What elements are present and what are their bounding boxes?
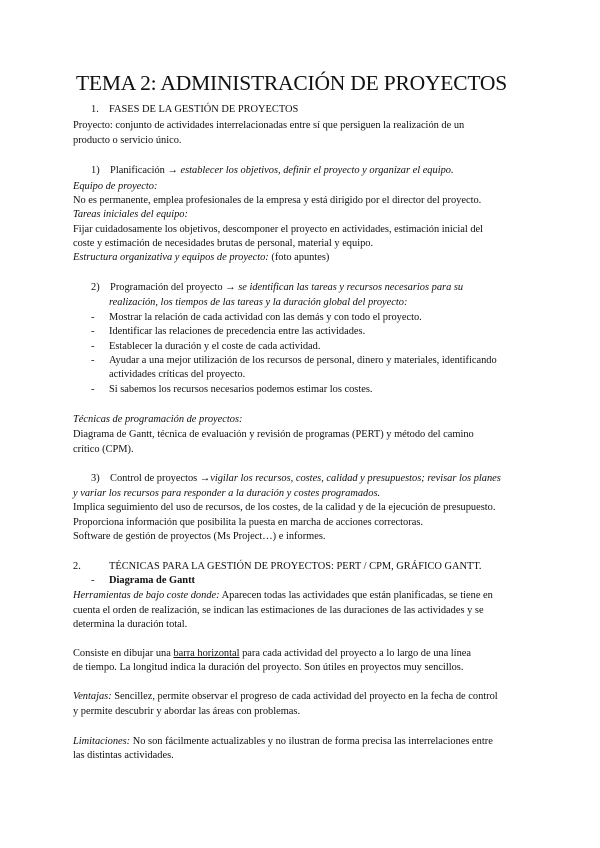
phase1-label: Planificación <box>110 165 165 176</box>
phase1-summary: establecer los objetivos, definir el proyecto y organizar el equipo. <box>180 165 454 176</box>
phase1-number: 1) <box>91 165 100 176</box>
bullet-item: Identificar las relaciones de precedencia entre las actividades. <box>109 326 366 337</box>
limit-line2: las distintas actividades. <box>73 750 174 761</box>
herr-line3: determina la duración total. <box>73 619 188 630</box>
ventajas-line1 <box>73 690 498 705</box>
phase3-text-line2: Proporciona información que posibilita la puesta en marcha de acciones correctoras. <box>73 517 423 528</box>
section2-heading: TÉCNICAS PARA LA GESTIÓN DE PROYECTOS: PERT / CPM, GRÁFICO GANTT. <box>109 561 482 572</box>
consiste-text-a: Consiste en dibujar una <box>73 648 174 659</box>
phase3-label: Control de proyectos <box>110 473 198 484</box>
tecnicas-line2: crítico (CPM). <box>73 444 134 455</box>
estructura-note: (foto apuntes) <box>271 252 330 263</box>
gantt-heading: Diagrama de Gantt <box>109 575 196 586</box>
phase3-summary-line2: y variar los recursos para responder a la duración y costes programados. <box>73 488 381 499</box>
phase3-number: 3) <box>91 473 100 484</box>
bullet-item: Ayudar a una mejor utilización de los recursos de personal, dinero y materiales, identificando <box>109 355 497 366</box>
consiste-underlined: barra horizontal <box>173 648 240 659</box>
bullet-marker: - <box>91 341 95 352</box>
limit-line1 <box>73 735 493 750</box>
estructura-line <box>73 251 329 266</box>
ventajas-text: Sencillez, permite observar el progreso de cada actividad del proyecto en la fecha de control <box>114 691 498 702</box>
consiste-line2: de tiempo. La longitud indica la duración del proyecto. Son útiles en proyectos muy sencillos. <box>73 662 464 673</box>
equipo-heading: Equipo de proyecto: <box>73 181 158 192</box>
bullet-marker: - <box>91 326 95 337</box>
ventajas-line2: y permite descubrir y abordar las áreas con problemas. <box>73 706 301 717</box>
page-title: TEMA 2: ADMINISTRACIÓN DE PROYECTOS <box>76 71 507 95</box>
sub-marker: - <box>91 575 95 586</box>
phase2-summary-line1: se identifican las tareas y recursos necesarios para su <box>238 282 464 293</box>
phase3-line1 <box>91 472 501 487</box>
ventajas-label: Ventajas: <box>73 691 112 702</box>
consiste-line1 <box>73 647 471 662</box>
arrow-icon: → <box>167 165 178 176</box>
phase2-number: 2) <box>91 282 100 293</box>
phase2-line1 <box>91 281 463 296</box>
bullet-item: Si sabemos los recursos necesarios podemos estimar los costes. <box>109 384 373 395</box>
equipo-text: No es permanente, emplea profesionales de la empresa y está dirigido por el director del proyecto. <box>73 195 482 206</box>
tareas-heading: Tareas iniciales del equipo: <box>73 209 188 220</box>
phase2-summary-line2: realización, los tiempos de las tareas y la duración global del proyecto: <box>109 297 408 308</box>
bullet-marker: - <box>91 384 95 395</box>
phase3-text-line3: Software de gestión de proyectos (Ms Project…) e informes. <box>73 531 326 542</box>
section1-intro-line1: Proyecto: conjunto de actividades interrelacionadas entre sí que persiguen la realización de un <box>73 120 465 131</box>
herr-line2: cuenta el orden de realización, se indican las estimaciones de las duraciones de las actividades y se <box>73 605 484 616</box>
tecnicas-heading: Técnicas de programación de proyectos: <box>73 414 243 425</box>
section1-intro-line2: producto o servicio único. <box>73 135 182 146</box>
limit-text: No son fácilmente actualizables y no ilustran de forma precisa las interrelaciones entre <box>132 736 493 747</box>
herr-label: Herramientas de bajo coste donde: <box>73 590 220 601</box>
bullet-marker: - <box>91 355 95 366</box>
tareas-line2: coste y estimación de necesidades brutas de personal, material y equipo. <box>73 238 374 249</box>
bullet-item: Mostrar la relación de cada actividad con las demás y con todo el proyecto. <box>109 312 422 323</box>
tecnicas-line1: Diagrama de Gantt, técnica de evaluación y revisión de programas (PERT) y método del camino <box>73 429 474 440</box>
phase1-line <box>91 164 454 179</box>
herr-line1 <box>73 589 493 604</box>
arrow-icon: → <box>199 473 211 484</box>
phase3-summary-line1: vigilar los recursos, costes, calidad y presupuestos; revisar los planes <box>210 473 501 484</box>
bullet-item-cont: actividades críticas del proyecto. <box>109 369 246 380</box>
section1-heading: FASES DE LA GESTIÓN DE PROYECTOS <box>109 104 299 115</box>
estructura-heading: Estructura organizativa y equipos de proyecto: <box>73 252 269 263</box>
limit-label: Limitaciones: <box>73 736 131 747</box>
phase2-label: Programación del proyecto <box>110 282 223 293</box>
tareas-line1: Fijar cuidadosamente los objetivos, descomponer el proyecto en actividades, estimación inicial del <box>73 224 484 235</box>
bullet-item: Establecer la duración y el coste de cada actividad. <box>109 341 321 352</box>
phase3-text-line1: Implica seguimiento del uso de recursos, de los costes, de la calidad y de la ejecución de presupuesto. <box>73 502 496 513</box>
arrow-icon: → <box>225 282 236 293</box>
section2-number: 2. <box>73 561 81 572</box>
section1-number: 1. <box>91 104 99 115</box>
bullet-marker: - <box>91 312 95 323</box>
herr-text: Aparecen todas las actividades que están planificadas, se tiene en <box>221 590 493 601</box>
consiste-text-b: para cada actividad del proyecto a lo largo de una línea <box>239 648 471 659</box>
